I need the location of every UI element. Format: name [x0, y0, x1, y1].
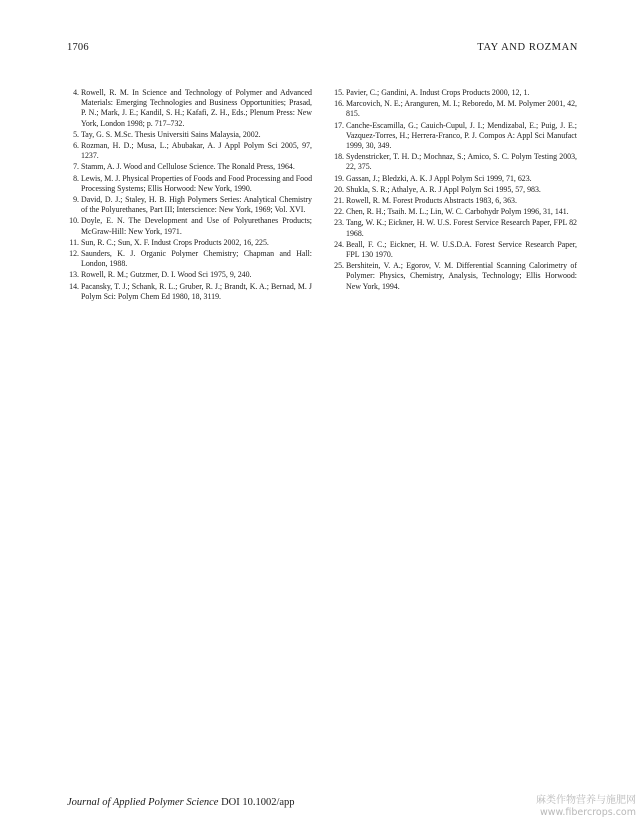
reference-text: Rowell, R. M. Forest Products Abstracts 1983, 6, 363.	[346, 196, 517, 206]
reference-text: Marcovich, N. E.; Aranguren, M. I.; Reboredo, M. M. Polymer 2001, 42, 815.	[346, 99, 577, 119]
reference-text: Saunders, K. J. Organic Polymer Chemistry; Chapman and Hall: London, 1988.	[81, 249, 312, 269]
references-left-column	[67, 88, 312, 303]
reference-number: 15.	[334, 88, 344, 97]
reference-item	[67, 249, 312, 269]
page-footer	[67, 797, 295, 808]
reference-text: Rozman, H. D.; Musa, L.; Abubakar, A. J Appl Polym Sci 2005, 97, 1237.	[81, 141, 312, 161]
reference-item	[332, 261, 577, 292]
running-head: TAY AND ROZMAN	[477, 42, 578, 53]
reference-number: 19.	[334, 173, 344, 183]
reference-item	[332, 207, 577, 217]
reference-number: 8.	[73, 173, 79, 183]
reference-number: 14.	[69, 281, 79, 291]
watermark-chinese: 麻类作物营养与施肥网	[536, 795, 636, 806]
reference-number: 21.	[334, 196, 344, 206]
reference-item	[332, 196, 577, 206]
footer-doi: DOI 10.1002/app	[218, 797, 295, 808]
reference-number: 5.	[73, 129, 79, 139]
reference-item	[67, 282, 312, 302]
page-number: 1706	[67, 42, 89, 53]
reference-text: Beall, F. C.; Eickner, H. W. U.S.D.A. Forest Service Research Paper, FPL 130 1970.	[346, 239, 577, 260]
reference-item	[67, 130, 312, 140]
footer-journal-name: Journal of Applied Polymer Science	[67, 797, 219, 808]
reference-number: 22.	[334, 207, 344, 217]
reference-item	[332, 99, 577, 119]
reference-text: Shukla, S. R.; Athalye, A. R. J Appl Polym Sci 1995, 57, 983.	[346, 184, 541, 194]
reference-number: 24.	[334, 239, 344, 249]
reference-item	[67, 174, 312, 194]
reference-number: 13.	[69, 270, 79, 280]
reference-text: Pavier, C.; Gandini, A. Indust Crops Products 2000, 12, 1.	[346, 88, 530, 97]
reference-number: 25.	[334, 261, 344, 271]
reference-number: 16.	[334, 99, 344, 109]
reference-item	[67, 162, 312, 172]
reference-item	[332, 240, 577, 260]
reference-list-left	[67, 88, 312, 302]
reference-number: 11.	[69, 237, 79, 247]
reference-text: Stamm, A. J. Wood and Cellulose Science. The Ronald Press, 1964.	[81, 162, 295, 172]
reference-item	[332, 185, 577, 195]
reference-number: 20.	[334, 184, 344, 194]
reference-text: Sun, R. C.; Sun, X. F. Indust Crops Products 2002, 16, 225.	[81, 237, 269, 247]
reference-item	[67, 195, 312, 215]
watermark-url: www.fibercrops.com	[539, 807, 636, 818]
reference-text: Canche-Escamilla, G.; Cauich-Cupul, J. I.; Mendizabal, E.; Puig, J. E.; Vazquez-Torres, H.; Herrera-Franco, P. J. Compos A: Appl Sci Manufact 1999, 30, 349.	[346, 120, 577, 151]
references-right-column	[332, 88, 577, 293]
reference-number: 4.	[73, 88, 79, 97]
reference-number: 17.	[334, 120, 344, 130]
reference-item	[332, 88, 577, 98]
reference-item	[67, 238, 312, 248]
reference-item	[67, 216, 312, 236]
reference-text: Tay, G. S. M.Sc. Thesis Universiti Sains Malaysia, 2002.	[81, 129, 261, 139]
reference-text: Chen, R. H.; Tsaih. M. L.; Lin, W. C. Carbohydr Polym 1996, 31, 141.	[346, 207, 569, 217]
reference-text: Lewis, M. J. Physical Properties of Foods and Food Processing and Food Processing Systems; Ellis Horwood: New York, 1990.	[81, 173, 313, 193]
reference-item	[67, 141, 312, 161]
reference-text: David, D. J.; Staley, H. B. High Polymers Series: Analytical Chemistry of the Polyurethanes, Part III; Interscience: New York, 1969; Vol. XVI.	[81, 195, 312, 215]
reference-text: Pacansky, T. J.; Schank, R. L.; Gruber, R. J.; Brandt, K. A.; Bernad, M. J Polym Sci: Polym Chem Ed 1980, 18, 3119.	[81, 281, 312, 301]
reference-text: Rowell, R. M.; Gutzmer, D. I. Wood Sci 1975, 9, 240.	[81, 270, 252, 280]
reference-number: 10.	[69, 216, 79, 226]
reference-number: 18.	[334, 152, 344, 162]
reference-number: 7.	[73, 162, 79, 172]
reference-item	[332, 152, 577, 172]
reference-text: Bershitein, V. A.; Egorov, V. M. Differential Scanning Calorimetry of Polymer: Physics, Chemistry, Analysis, Technology; Ellis Horwood: New York, 1994.	[346, 261, 577, 291]
reference-text: Doyle, E. N. The Development and Use of Polyurethanes Products; McGraw-Hill: New York, 1971.	[81, 216, 312, 236]
site-watermark	[536, 795, 636, 819]
reference-number: 12.	[69, 249, 79, 259]
reference-text: Sydenstricker, T. H. D.; Mochnaz, S.; Amico, S. C. Polym Testing 2003, 22, 375.	[346, 152, 577, 172]
reference-text: Tang, W. K.; Eickner, H. W. U.S. Forest Service Research Paper, FPL 82 1968.	[346, 218, 577, 238]
reference-text: Gassan, J.; Bledzki, A. K. J Appl Polym Sci 1999, 71, 623.	[346, 173, 532, 183]
reference-number: 6.	[73, 141, 79, 151]
reference-list-right	[332, 88, 577, 292]
reference-item	[67, 88, 312, 129]
reference-item	[332, 174, 577, 184]
reference-number: 23.	[334, 218, 344, 228]
reference-number: 9.	[73, 195, 79, 205]
reference-item	[67, 270, 312, 280]
reference-text: Rowell, R. M. In Science and Technology of Polymer and Advanced Materials: Emerging Technologies and Business Opportunities; Prasad, P. N.; Mark, J. E.; Kandil, S. H.; Kafafi, Z. H., Eds.; Plenum Press: New York, London 1998; p. 717–732.	[81, 88, 312, 128]
reference-item	[332, 218, 577, 238]
reference-item	[332, 121, 577, 152]
